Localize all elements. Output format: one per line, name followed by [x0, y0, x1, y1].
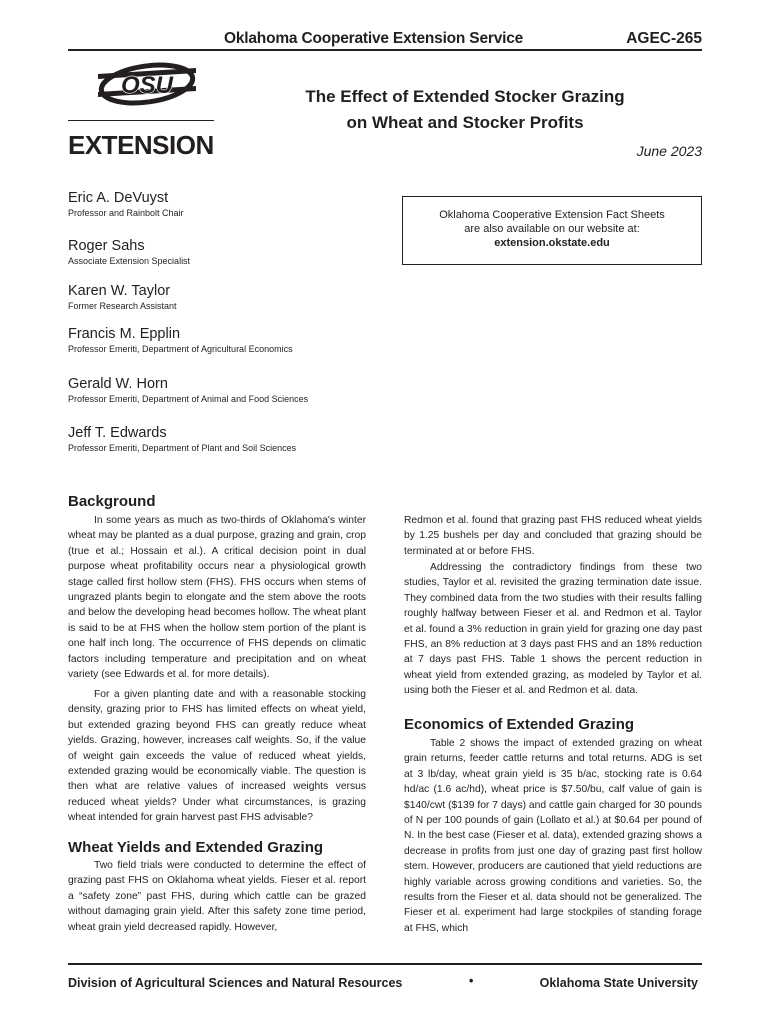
author-name: Karen W. Taylor — [68, 283, 171, 299]
document-title — [230, 84, 700, 136]
author-role: Professor Emeriti, Department of Plant and Soil Sciences — [68, 443, 297, 453]
title-line-2: on Wheat and Stocker Profits — [346, 113, 584, 132]
fact-sheet-notice — [402, 196, 702, 265]
author-name: Gerald W. Horn — [68, 376, 168, 392]
right-column-paragraph-1: Redmon et al. found that grazing past FHS reduced wheat yields by 1.25 bushels per day and concluded that grazing should be terminated at or before FHS. — [404, 515, 702, 557]
right-column-paragraph-2: Addressing the contradictory findings from these two studies, Taylor et al. revisited the grazing termination date issue. They combined data from the two studies with their results falling roughly halfway between Fieser et al. and Redmon et al. Taylor et al. found a 3% reduction in grain yield for grazing one day past FHS, an 8% reduction at 3 days past FHS and an 18% reduction at 7 days past FHS. Table 1 shows the percent reduction in wheat yield from extended grazing, as modeled by Taylor et al. using both the Fieser et al. and Redmon et al. data. — [404, 562, 702, 697]
author-name: Eric A. DeVuyst — [68, 190, 169, 206]
author-entry — [68, 237, 190, 267]
footer-division: Division of Agricultural Sciences and Natural Resources — [68, 976, 403, 990]
economics-paragraph-1: Table 2 shows the impact of extended grazing on wheat grain returns, feeder cattle returns and total returns. ADG is set at 3 lb/day, wheat grain yield is 35 b/ac, stocking rate is 0.64 hd/ac (1.6 ac/hd), wheat price is $7.50/bu, calf value of gain is $140/cwt ($139 for 7 days) and cattle gain charged for 30 pounds of N per 100 pounds of gain (Lollato et al.) at $0.64 per pound of N. In the best case (Fieser et al. data), extended grazing shows a decrease in profits from just one day of grazing past first hollow stem. However, producers are cautioned that yield reductions are highly variable across growing conditions and varieties. So, the results from the Fieser et al. data should not be generalized. The Fieser et al. experiment had large stockpiles of standing forage at FHS, which — [404, 738, 702, 934]
extension-wordmark: EXTENSION — [68, 130, 214, 160]
background-paragraph-2: For a given planting date and with a reasonable stocking density, grazing prior to FHS has limited effects on wheat yield, but extended grazing beyond FHS can greatly reduce wheat yields. Grazing, however, increases calf weights. So, if the value of weight gain exceeds the value of reduced wheat yields, extended grazing would be economically viable. The question is then what are relative values of increased weights versus reduced wheat yields? Under what circumstances, is grazing wheat intended for grain harvest past FHS advisable? — [68, 689, 366, 824]
author-name: Jeff T. Edwards — [68, 425, 167, 441]
header-divider — [68, 49, 702, 51]
footer-divider — [68, 963, 702, 965]
author-name: Francis M. Epplin — [68, 326, 181, 342]
osu-lettering — [121, 72, 174, 99]
author-role: Professor Emeriti, Department of Agricultural Economics — [68, 344, 293, 354]
svg-text:OSU: OSU — [120, 72, 174, 99]
wheat-yields-paragraph-1: Two field trials were conducted to determine the effect of grazing past FHS on Oklahoma wheat yields. Fieser et al. report a “safety zone” past FHS, during which cattle can be grazed without damaging grain yield. After this safety zone time period, wheat grain yield decreased rapidly. However, — [68, 860, 366, 933]
wheat-yields-heading: Wheat Yields and Extended Grazing — [68, 839, 324, 856]
background-heading: Background — [68, 493, 156, 510]
header-publication-code: AGEC-265 — [626, 30, 702, 47]
page-header — [68, 30, 702, 48]
author-entry — [68, 375, 308, 405]
osu-logo — [96, 62, 198, 106]
author-role: Professor and Rainbolt Chair — [68, 208, 184, 218]
title-line-1: The Effect of Extended Stocker Grazing — [305, 87, 625, 106]
author-entry — [68, 424, 296, 454]
author-role: Professor Emeriti, Department of Animal and Food Sciences — [68, 394, 309, 404]
footer-university: Oklahoma State University — [539, 976, 698, 990]
footer-separator: • — [469, 974, 474, 988]
author-role: Associate Extension Specialist — [68, 256, 191, 266]
fact-sheet-line-2: are also available on our website at: — [464, 223, 640, 235]
fact-sheet-line-1: Oklahoma Cooperative Extension Fact Sheets — [439, 209, 665, 221]
author-entry — [68, 282, 177, 312]
economics-heading: Economics of Extended Grazing — [404, 716, 635, 733]
publication-date: June 2023 — [636, 143, 702, 159]
author-entry — [68, 325, 293, 355]
author-entry — [68, 189, 184, 219]
logo-divider — [68, 120, 214, 121]
header-service-name: Oklahoma Cooperative Extension Service — [224, 30, 524, 47]
author-role: Former Research Assistant — [68, 301, 177, 311]
extension-website-link[interactable]: extension.okstate.edu — [494, 237, 610, 249]
background-paragraph-1: In some years as much as two-thirds of Oklahoma's winter wheat may be planted as a dual purpose, grazing and grain, crop (true et al.; Hossain et al.). A critical decision point in dual purpose wheat profitability occurs near a physiological growth stage called first hollow stem (FHS). FHS occurs when stems of ungrazed plants begin to elongate and the stem above the roots and below the developing head becomes hollow. The wheat plant is said to be at FHS when the hollow stem portion of the plant is one half inch long. The occurrence of FHS depends on climatic factors including temperature and precipitation and on wheat variety (see Edwards et al. for more details). — [68, 515, 366, 681]
author-name: Roger Sahs — [68, 238, 145, 254]
